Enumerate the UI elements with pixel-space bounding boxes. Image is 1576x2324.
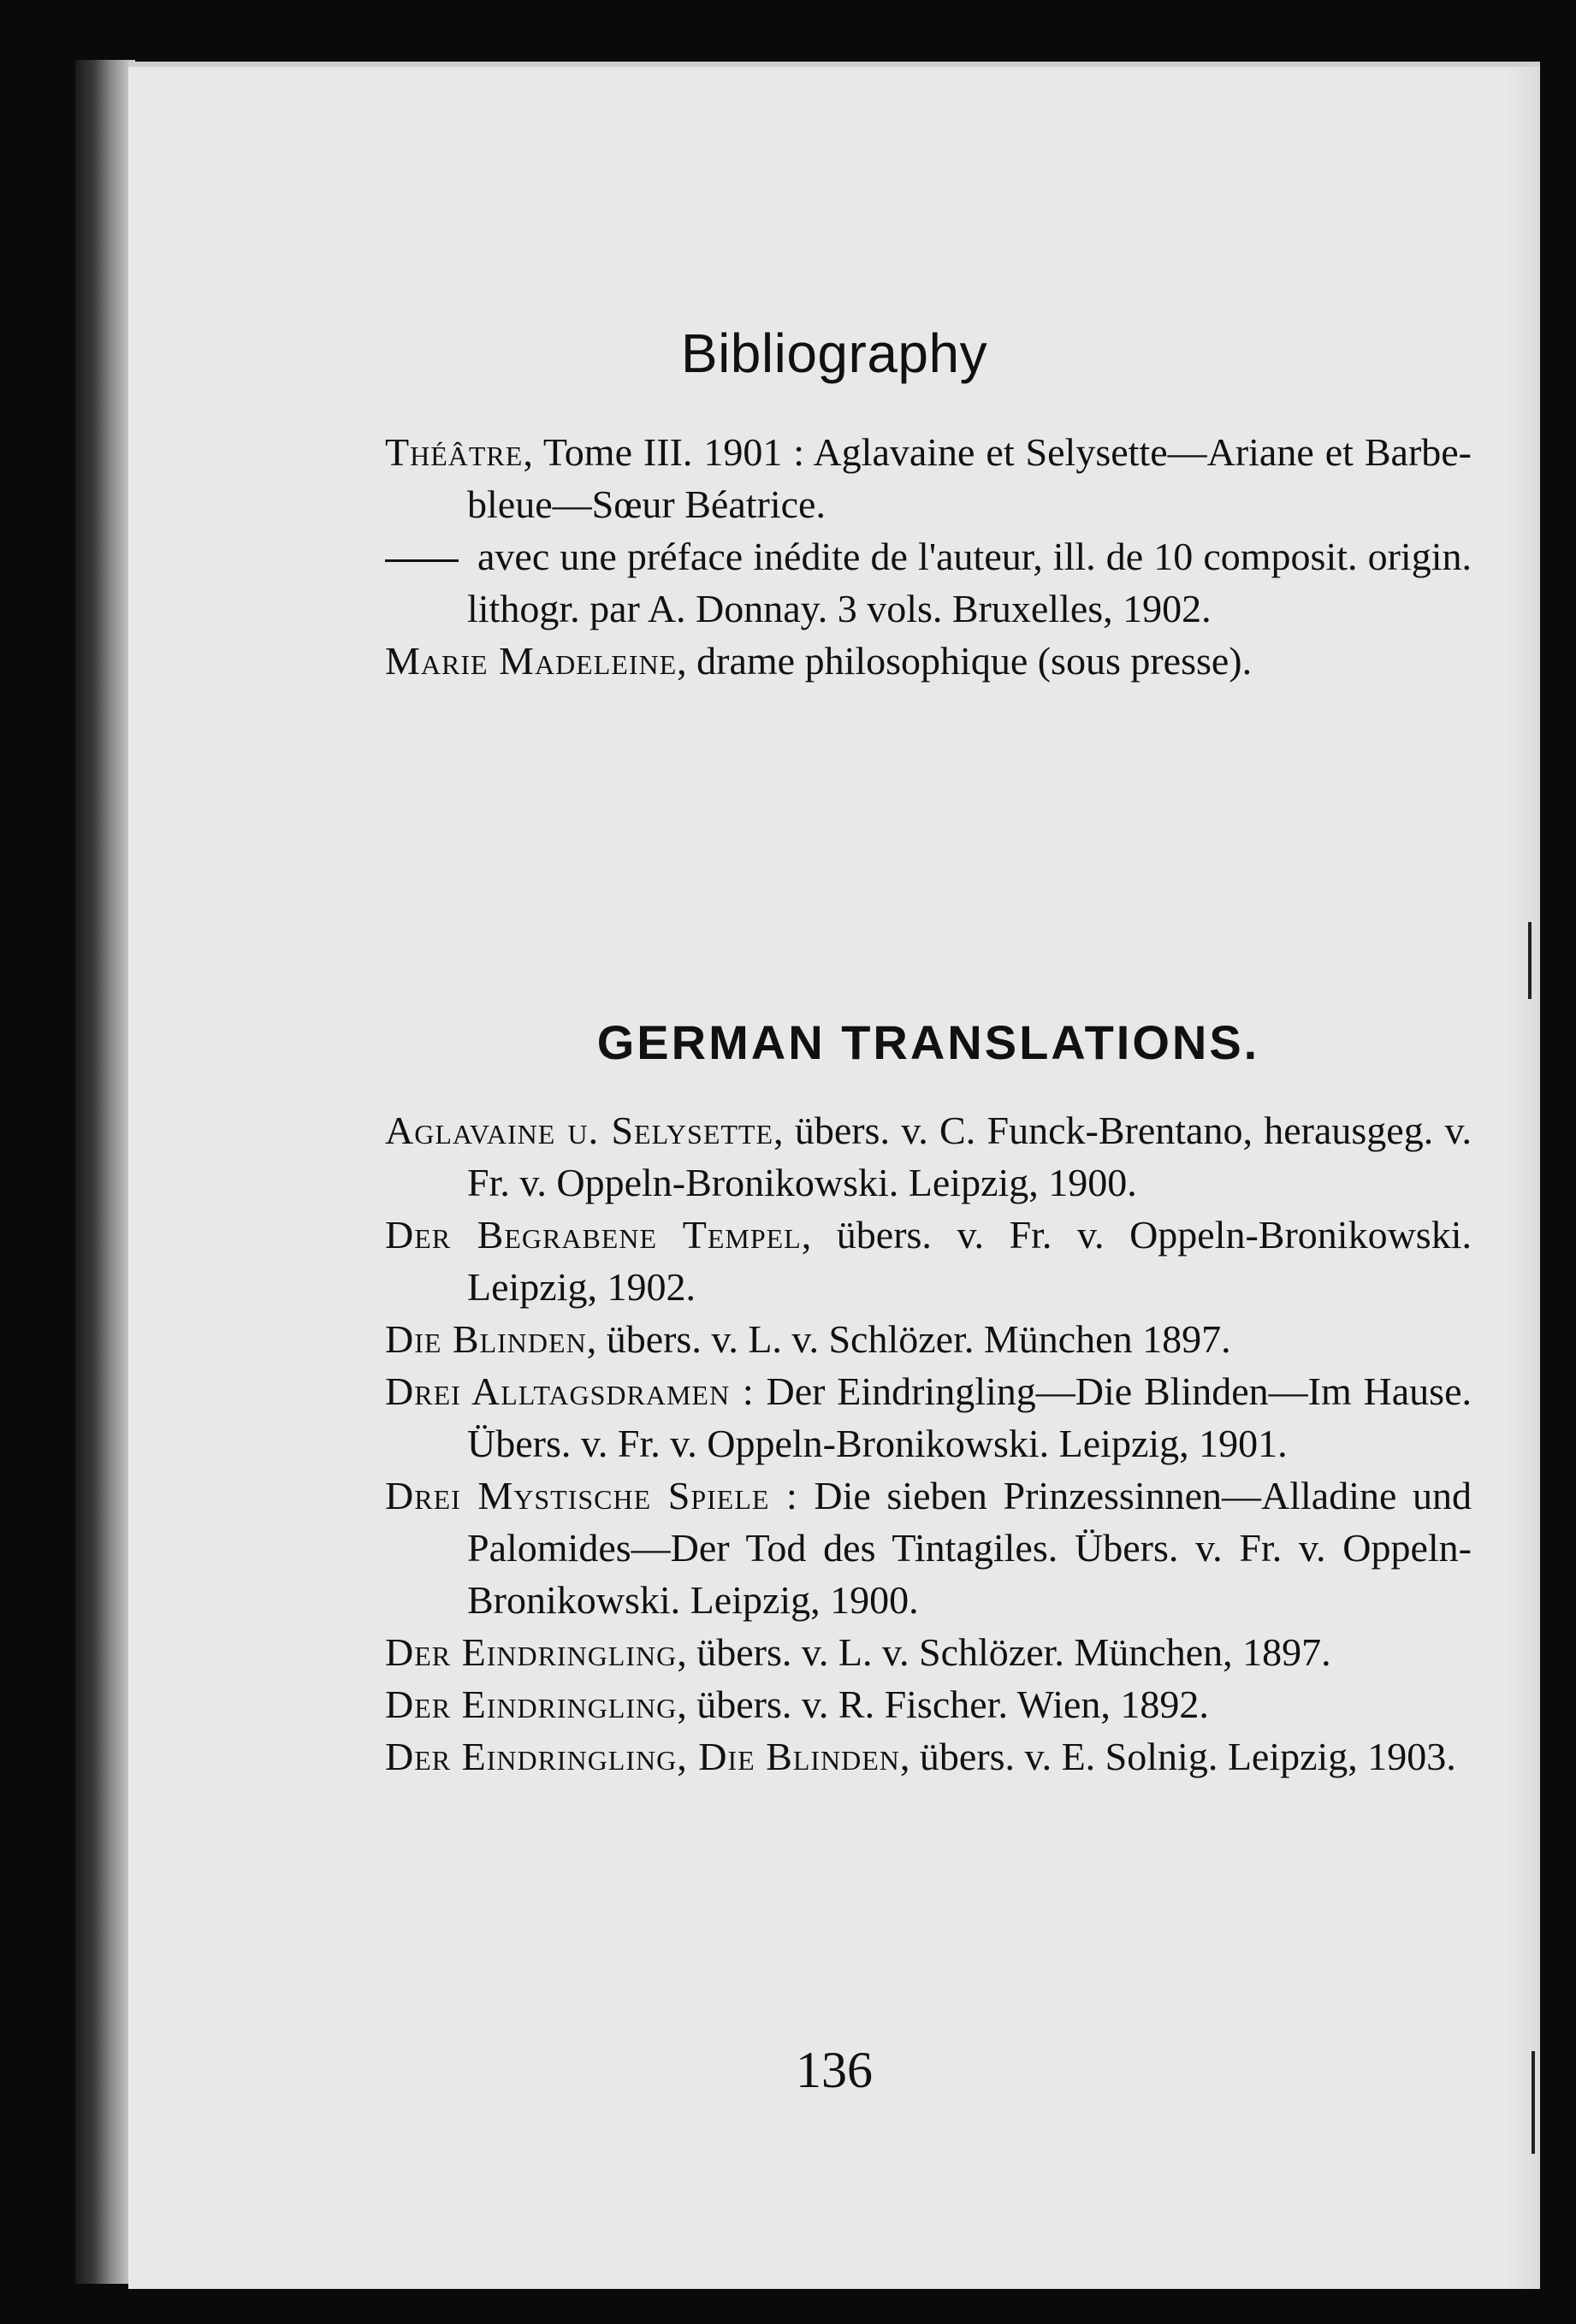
entry-title: Aglavaine u. Selysette (385, 1109, 774, 1152)
book-page (128, 62, 1540, 2289)
binding-mark (1528, 922, 1532, 999)
entry-details: , übers. v. L. v. Schlözer. München, 1897. (677, 1630, 1331, 1674)
bibliography-entry (385, 426, 1472, 530)
bibliography-entry (385, 1365, 1472, 1470)
theatre-section (385, 426, 1472, 687)
ditto-dash (385, 559, 459, 562)
bibliography-entry (385, 1678, 1472, 1730)
bibliography-entry (385, 635, 1472, 687)
entry-details: avec une préface inédite de l'auteur, ill. de 10 composit. origin. lithogr. par A. Donnay. 3 vols. Bruxelles, 1902. (467, 535, 1472, 630)
entry-title: Der Eindringling (385, 1630, 678, 1674)
german-translations-section (385, 1016, 1472, 1783)
entry-details: , Tome III. 1901 : Aglavaine et Selysette—Ariane et Barbe-bleue—Sœur Béatrice. (467, 430, 1472, 526)
book-spine-edge (75, 60, 135, 2284)
bibliography-entry (385, 1209, 1472, 1313)
entry-details: Die sieben Prinzessinnen—Alladine und Palomides—Der Tod des Tintagiles. Übers. v. Fr. v. Oppeln-Bronikowski. Leipzig, 1900. (467, 1474, 1472, 1622)
entry-details: Der Eindringling—Die Blinden—Im Hause. Übers. v. Fr. v. Oppeln-Bronikowski. Leipzig, 1901. (467, 1369, 1472, 1465)
bibliography-entry (385, 1104, 1472, 1209)
entry-details: , übers. v. E. Solnig. Leipzig, 1903. (899, 1735, 1456, 1778)
entry-title: Der Begrabene Tempel (385, 1213, 802, 1257)
entry-details: , übers. v. R. Fischer. Wien, 1892. (677, 1682, 1209, 1726)
bibliography-entry (385, 1626, 1472, 1678)
bibliography-entry (385, 1470, 1472, 1626)
page-number: 136 (796, 2042, 873, 2098)
entry-title: Théâtre (385, 430, 524, 474)
bibliography-entry (385, 1313, 1472, 1365)
bibliography-entry (385, 1730, 1472, 1783)
entry-title: Marie Madeleine (385, 639, 678, 683)
section-heading: GERMAN TRANSLATIONS. (596, 1015, 1260, 1069)
entry-title: Der Eindringling, Die Blinden (385, 1735, 900, 1778)
entry-details: , drame philosophique (sous presse). (677, 639, 1253, 683)
entry-details: , übers. v. L. v. Schlözer. München 1897. (586, 1317, 1231, 1361)
entry-details: , übers. v. Fr. v. Oppeln-Bronikowski. Leipzig, 1902. (467, 1213, 1472, 1309)
entry-title: Die Blinden (385, 1317, 587, 1361)
bibliography-entry (385, 530, 1472, 635)
entry-title: Drei Mystische Spiele : (385, 1474, 798, 1517)
entry-details: , übers. v. C. Funck-Brentano, herausgeg. v. Fr. v. Oppeln-Bronikowski. Leipzig, 1900. (467, 1109, 1472, 1204)
binding-mark (1532, 2051, 1535, 2154)
entry-title: Der Eindringling (385, 1682, 678, 1726)
running-head: Bibliography (680, 322, 988, 384)
entry-title: Drei Alltagsdramen : (385, 1369, 755, 1413)
